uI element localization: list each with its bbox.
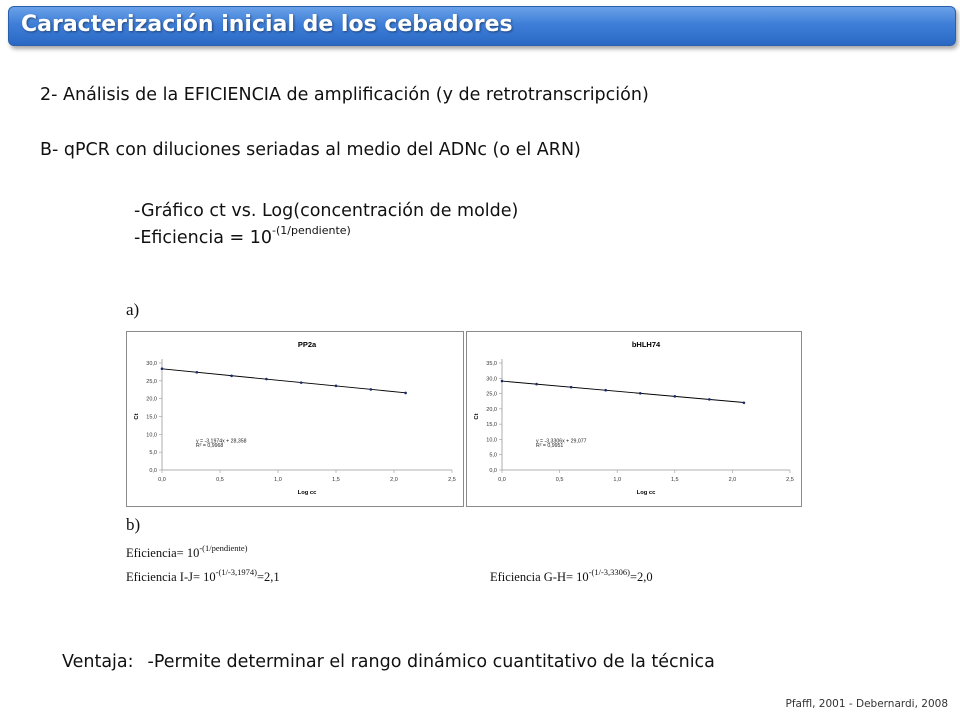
chart1-data-point [404, 392, 407, 395]
bullet-ct-vs-log: -Gráfico ct vs. Log(concentración de molde) [134, 201, 519, 221]
chart2-y-tick-label: 35,0 [486, 361, 497, 367]
chart2-y-tick-label: 15,0 [486, 422, 497, 429]
figure-label-a: a) [126, 300, 140, 319]
chart1-data-point [300, 381, 303, 384]
chart2-y-tick-label: 25,0 [486, 391, 497, 398]
chart2-title: bHLH74 [631, 340, 661, 349]
citation: Pfaffl, 2001 - Debernardi, 2008 [785, 698, 948, 710]
chart2-equation: y = -3,3306x + 29,077 [536, 438, 587, 445]
advantage-label: Ventaja: [62, 652, 134, 672]
chart2-data-point [604, 389, 607, 392]
figure-label-b: b) [126, 515, 141, 534]
chart2-y-tick-label: 20,0 [486, 406, 497, 413]
formula-base: -Eficiencia = 10 [134, 228, 273, 248]
formula-general-exponent: -(1/pendiente) [199, 543, 248, 553]
chart2-r-squared: R² = 0,9951 [536, 442, 564, 449]
chart-pp2a [126, 331, 464, 507]
chart2-data-point [570, 386, 573, 389]
chart1-y-tick-label: 0,0 [149, 468, 157, 474]
formula-gh-result: =2,0 [630, 570, 653, 584]
chart1-y-axis-label: Ct [134, 413, 140, 420]
chart1-y-tick-label: 5,0 [149, 450, 157, 457]
chart2-x-tick-label: 1,0 [613, 477, 622, 483]
chart2-data-point [501, 380, 504, 383]
chart1-y-tick-label: 15,0 [146, 414, 157, 421]
chart1-x-tick-label: 1,0 [274, 477, 282, 483]
slide-title: Caracterización inicial de los cebadores [21, 12, 513, 37]
chart2-x-tick-label: 2,5 [786, 477, 794, 483]
chart1-data-point [230, 375, 233, 378]
chart2-y-tick-label: 10,0 [486, 437, 497, 444]
chart1-equation: y = -3,1974x + 28,358 [196, 438, 247, 445]
formula-gh-exponent: -(1/-3,3306) [588, 567, 630, 577]
formula-ij-exponent: -(1/-3,1974) [215, 567, 257, 577]
chart2-x-tick-label: 2,0 [728, 477, 737, 483]
chart1-x-tick-label: 2,0 [390, 477, 398, 483]
chart1-x-tick-label: 1,5 [332, 477, 340, 483]
heading-efficiency-analysis: 2- Análisis de la EFICIENCIA de amplificación (y de retrotranscripción) [40, 85, 649, 105]
chart1-y-tick-label: 10,0 [146, 432, 157, 439]
chart2-data-point [639, 392, 642, 395]
heading-qpcr-dilutions: B- qPCR con diluciones seriadas al medio del ADNc (o el ARN) [40, 140, 581, 160]
chart2-y-tick-label: 0,0 [489, 468, 497, 474]
chart2-x-tick-label: 0,5 [555, 477, 564, 483]
chart1-x-tick-label: 2,5 [448, 477, 456, 483]
chart1-y-tick-label: 30,0 [146, 361, 157, 367]
chart2-data-point [535, 383, 538, 386]
chart2-x-axis-label: Log cc [636, 490, 656, 496]
chart1-x-axis-label: Log cc [297, 490, 317, 496]
formula-ij-base: Eficiencia I-J= 10 [126, 570, 216, 584]
advantage-line [62, 652, 715, 672]
formula-ij [126, 567, 280, 585]
chart2-frame [467, 332, 802, 507]
chart1-data-point [196, 371, 199, 374]
title-bar [8, 6, 956, 46]
formula-gh [490, 567, 653, 585]
formula-general [126, 543, 248, 561]
chart2-data-point [674, 395, 677, 398]
chart1-y-tick-label: 25,0 [146, 378, 157, 385]
chart2-data-point [743, 401, 746, 404]
chart2-data-point [708, 398, 711, 401]
chart2-y-tick-label: 30,0 [486, 376, 497, 383]
chart1-data-point [370, 388, 373, 391]
chart2-x-tick-label: 0,0 [498, 477, 506, 483]
chart1-y-tick-label: 20,0 [146, 396, 157, 403]
chart1-x-tick-label: 0,5 [216, 477, 224, 483]
chart2-y-axis-label: Ct [474, 413, 480, 420]
formula-exponent: -(1/pendiente) [272, 224, 351, 237]
advantage-text: -Permite determinar el rango dinámico cuantitativo de la técnica [147, 652, 715, 672]
bullet-efficiency-formula [134, 224, 351, 248]
chart1-data-point [265, 378, 268, 381]
chart1-x-tick-label: 0,0 [158, 477, 166, 483]
chart-bhlh74 [466, 331, 802, 507]
formula-general-base: Eficiencia= 10 [126, 546, 200, 560]
chart1-data-point [335, 385, 338, 388]
formula-ij-result: =2,1 [256, 570, 280, 584]
chart2-y-tick-label: 5,0 [489, 452, 497, 459]
chart1-r-squared: R² = 0,9968 [196, 442, 224, 449]
chart1-frame [127, 332, 464, 507]
formula-gh-base: Eficiencia G-H= 10 [490, 570, 589, 584]
chart1-title: PP2a [297, 340, 317, 349]
chart2-x-tick-label: 1,5 [670, 477, 679, 483]
chart1-data-point [161, 367, 164, 370]
